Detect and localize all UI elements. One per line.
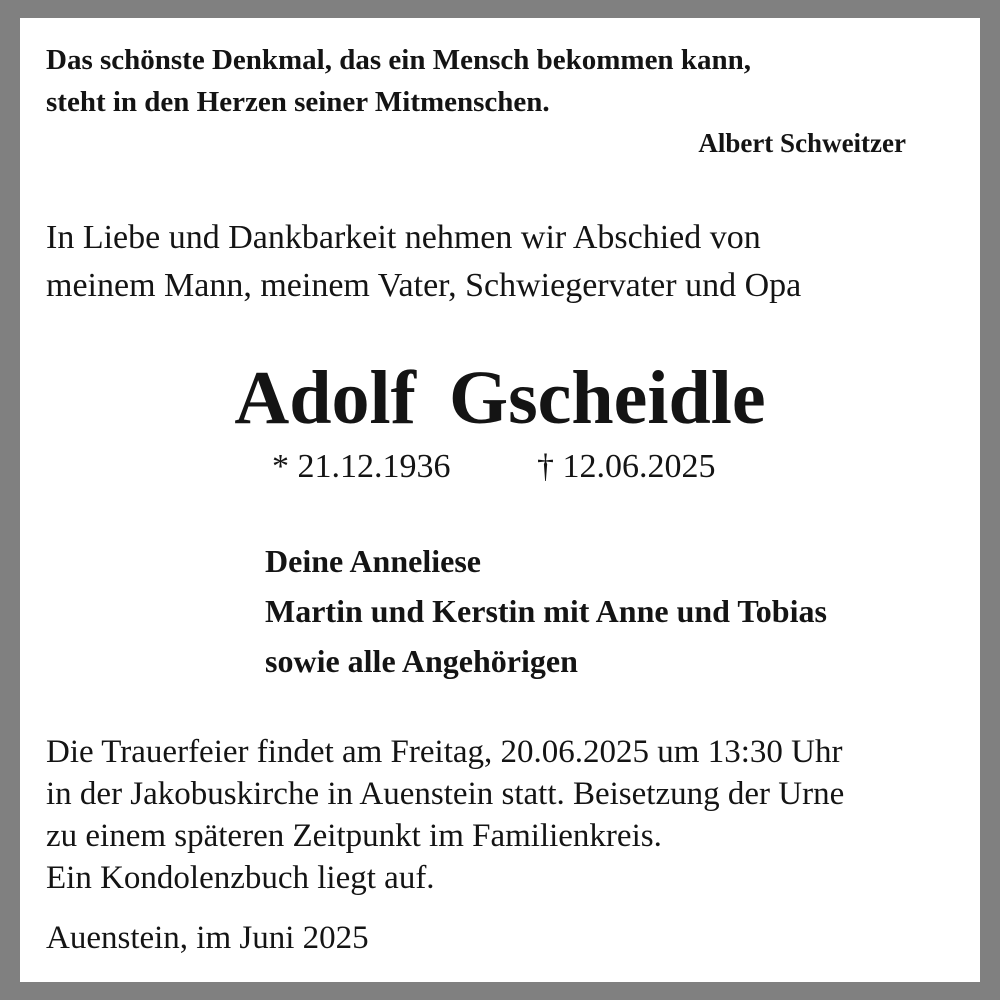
mourner-line-2: Martin und Kerstin mit Anne und Tobias [265, 593, 827, 629]
service-line-2: in der Jakobuskirche in Auenstein statt. Beisetzung der Urne [46, 776, 845, 812]
service-line-4: Ein Kondolenzbuch liegt auf. [46, 860, 435, 896]
obituary-notice [20, 18, 980, 982]
deceased-name: Adolf Gscheidle [234, 356, 766, 440]
mourner-line-3: sowie alle Angehörigen [265, 643, 578, 679]
intro-line-1: In Liebe und Dankbarkeit nehmen wir Abschied von [46, 219, 761, 256]
closing-place-date: Auenstein, im Juni 2025 [46, 920, 369, 956]
birth-date: * 21.12.1936 [272, 448, 451, 485]
quote-line-2: steht in den Herzen seiner Mitmenschen. [46, 86, 550, 118]
death-date: † 12.06.2025 [537, 448, 716, 485]
quote-line-1: Das schönste Denkmal, das ein Mensch bekommen kann, [46, 44, 751, 76]
mourner-line-1: Deine Anneliese [265, 543, 481, 579]
service-line-3: zu einem späteren Zeitpunkt im Familienkreis. [46, 818, 662, 854]
quote-author: Albert Schweitzer [698, 128, 906, 158]
service-line-1: Die Trauerfeier findet am Freitag, 20.06.2025 um 13:30 Uhr [46, 734, 843, 770]
intro-line-2: meinem Mann, meinem Vater, Schwiegervater und Opa [46, 267, 802, 304]
